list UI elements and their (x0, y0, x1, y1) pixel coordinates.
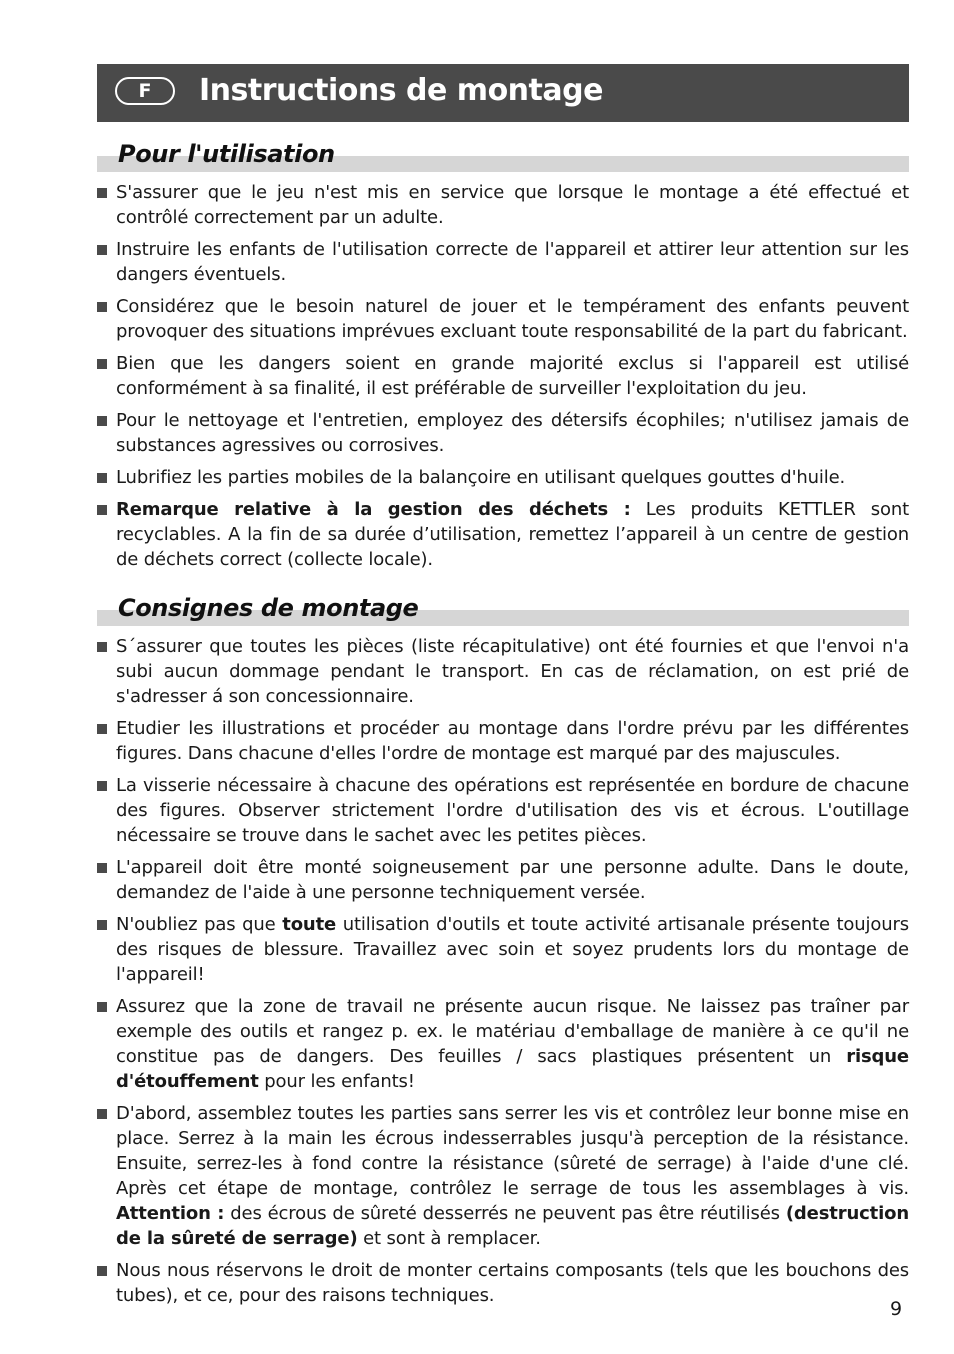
page-title: Instructions de montage (199, 73, 603, 108)
list-item: Etudier les illustrations et procéder au montage dans l'ordre prévu par les différentes figures. Dans chacune d'elles l'ordre de montage est marqué par des majuscules. (97, 716, 909, 766)
bullet-square-icon (97, 863, 107, 873)
list-item: Assurez que la zone de travail ne présente aucun risque. Ne laissez pas traîner par exemple des outils et rangez p. ex. le matériau d'emballage de manière à ce qu'il ne constitue pas de dangers. Des feuilles / sacs plastiques présentent un risque d'étouffement pour les enfants! (97, 994, 909, 1094)
list-item: La visserie nécessaire à chacune des opérations est représentée en bordure de chacune des figures. Observer strictement l'ordre d'utilisation des vis et écrous. L'outillage nécessaire se trouve dans le sachet avec les petites pièces. (97, 773, 909, 848)
list-item: Instruire les enfants de l'utilisation correcte de l'appareil et attirer leur attention sur les dangers éventuels. (97, 237, 909, 287)
bullet-square-icon (97, 188, 107, 198)
bullet-square-icon (97, 245, 107, 255)
bullet-square-icon (97, 302, 107, 312)
bullet-square-icon (97, 642, 107, 652)
bullet-square-icon (97, 1266, 107, 1276)
bullet-square-icon (97, 1109, 107, 1119)
list-item: D'abord, assemblez toutes les parties sans serrer les vis et contrôlez leur bonne mise en place. Serrez à la main les écrous indesserrables jusqu'à perception de la résistance. Ensuite, serrez-les à fond contre la résistance (sûreté de serrage) à l'aide d'une clé. Après cet étape de montage, contrôlez le serrage de tous les assemblages à vis. Attention : des écrous de sûreté desserrés ne peuvent pas être réutilisés (destruction de la sûreté de serrage) et sont à remplacer. (97, 1101, 909, 1251)
bullet-square-icon (97, 1002, 107, 1012)
bullet-square-icon (97, 505, 107, 515)
bullet-square-icon (97, 920, 107, 930)
list-item: Bien que les dangers soient en grande majorité exclus si l'appareil est utilisé conformément à sa finalité, il est préférable de surveiller l'exploitation du jeu. (97, 351, 909, 401)
list-item: S'assurer que le jeu n'est mis en service que lorsque le montage a été effectué et contrôlé correctement par un adulte. (97, 180, 909, 230)
bullet-square-icon (97, 416, 107, 426)
page-number: 9 (890, 1298, 903, 1320)
usage-list (97, 180, 909, 579)
header-bar (97, 64, 909, 122)
list-item: Pour le nettoyage et l'entretien, employez des détersifs écophiles; n'utilisez jamais de substances agressives ou corrosives. (97, 408, 909, 458)
bullet-square-icon (97, 781, 107, 791)
section-title: Consignes de montage (118, 594, 419, 622)
section-title: Pour l'utilisation (118, 140, 335, 168)
bullet-square-icon (97, 724, 107, 734)
list-item: N'oubliez pas que toute utilisation d'outils et toute activité artisanale présente toujours des risques de blessure. Travaillez avec soin et soyez prudents lors du montage de l'appareil! (97, 912, 909, 987)
language-badge: F (115, 77, 175, 105)
section-heading-assembly (97, 592, 909, 626)
assembly-list (97, 634, 909, 1315)
list-item: Lubrifiez les parties mobiles de la balançoire en utilisant quelques gouttes d'huile. (97, 465, 909, 490)
list-item: Considérez que le besoin naturel de jouer et le tempérament des enfants peuvent provoquer des situations imprévues excluant toute responsabilité de la part du fabricant. (97, 294, 909, 344)
list-item: Nous nous réservons le droit de monter certains composants (tels que les bouchons des tubes), et ce, pour des raisons techniques. (97, 1258, 909, 1308)
bullet-square-icon (97, 473, 107, 483)
list-item: L'appareil doit être monté soigneusement par une personne adulte. Dans le doute, demandez de l'aide à une personne techniquement versée. (97, 855, 909, 905)
list-item: Remarque relative à la gestion des déchets : Les produits KETTLER sont recyclables. A la fin de sa durée d’utilisation, remettez l’appareil à un centre de gestion de déchets correct (collecte locale). (97, 497, 909, 572)
section-heading-usage (97, 138, 909, 172)
list-item: S´assurer que toutes les pièces (liste récapitulative) ont été fournies et que l'envoi n'a subi aucun dommage pendant le transport. En cas de réclamation, on est prié de s'adresser á son concessionnaire. (97, 634, 909, 709)
bullet-square-icon (97, 359, 107, 369)
